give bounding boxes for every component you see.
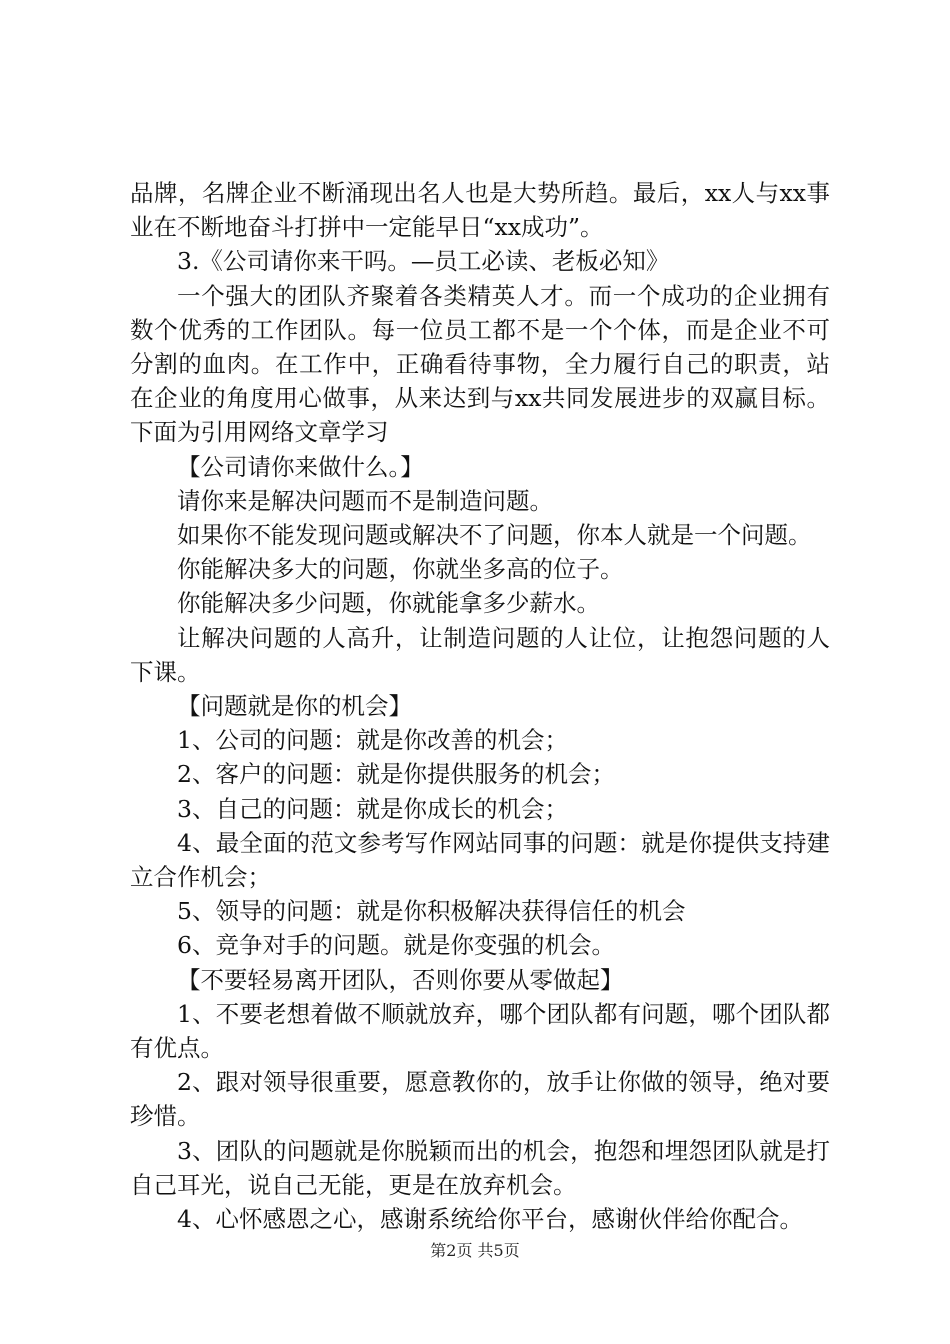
paragraph: 一个强大的团队齐聚着各类精英人才。而一个成功的企业拥有数个优秀的工作团队。每一位员工都不是一个个体，而是企业不可分割的血肉。在工作中，正确看待事物，全力履行自己的职责，站在企业的角度用心做事，从来达到与xx共同发展进步的双赢目标。下面为引用网络文章学习 <box>130 281 830 447</box>
list-item: 1、公司的问题：就是你改善的机会； <box>177 726 568 755</box>
paragraph: 你能解决多少问题，你就能拿多少薪水。 <box>177 589 600 618</box>
subheading: 【公司请你来做什么。】 <box>177 452 424 481</box>
paragraph: 你能解决多大的问题，你就坐多高的位子。 <box>177 555 624 584</box>
list-item: 6、竞争对手的问题。就是你变强的机会。 <box>177 931 615 960</box>
paragraph: 请你来是解决问题而不是制造问题。 <box>177 486 553 515</box>
list-item: 3、自己的问题：就是你成长的机会； <box>177 794 568 823</box>
paragraph: 品牌，名牌企业不断涌现出名人也是大势所趋。最后，xx人与xx事业在不断地奋斗打拼中一定能早日“xx成功”。 <box>130 179 830 242</box>
list-item: 4、最全面的范文参考写作网站同事的问题：就是你提供支持建立合作机会； <box>130 828 830 892</box>
subheading: 【问题就是你的机会】 <box>177 692 412 721</box>
list-item: 2、跟对领导很重要，愿意教你的，放手让你做的领导，绝对要珍惜。 <box>130 1068 830 1131</box>
list-item: 1、不要老想着做不顺就放弃，哪个团队都有问题，哪个团队都有优点。 <box>130 999 830 1063</box>
paragraph: 让解决问题的人高升，让制造问题的人让位，让抱怨问题的人下课。 <box>130 623 830 686</box>
section-title: 3.《公司请你来干吗。—员工必读、老板必知》 <box>177 247 670 276</box>
paragraph: 如果你不能发现问题或解决不了问题，你本人就是一个问题。 <box>177 521 812 550</box>
subheading: 【不要轻易离开团队，否则你要从零做起】 <box>177 965 624 994</box>
list-item: 5、领导的问题：就是你积极解决获得信任的机会 <box>177 897 686 926</box>
page-number-footer: 第2页 共5页 <box>430 1241 520 1260</box>
list-item: 4、心怀感恩之心，感谢系统给你平台，感谢伙伴给你配合。 <box>177 1205 803 1234</box>
list-item: 3、团队的问题就是你脱颖而出的机会，抱怨和埋怨团队就是打自己耳光，说自己无能，更是在放弃机会。 <box>130 1136 830 1199</box>
document-body <box>130 176 830 1236</box>
list-item: 2、客户的问题：就是你提供服务的机会； <box>177 760 615 789</box>
